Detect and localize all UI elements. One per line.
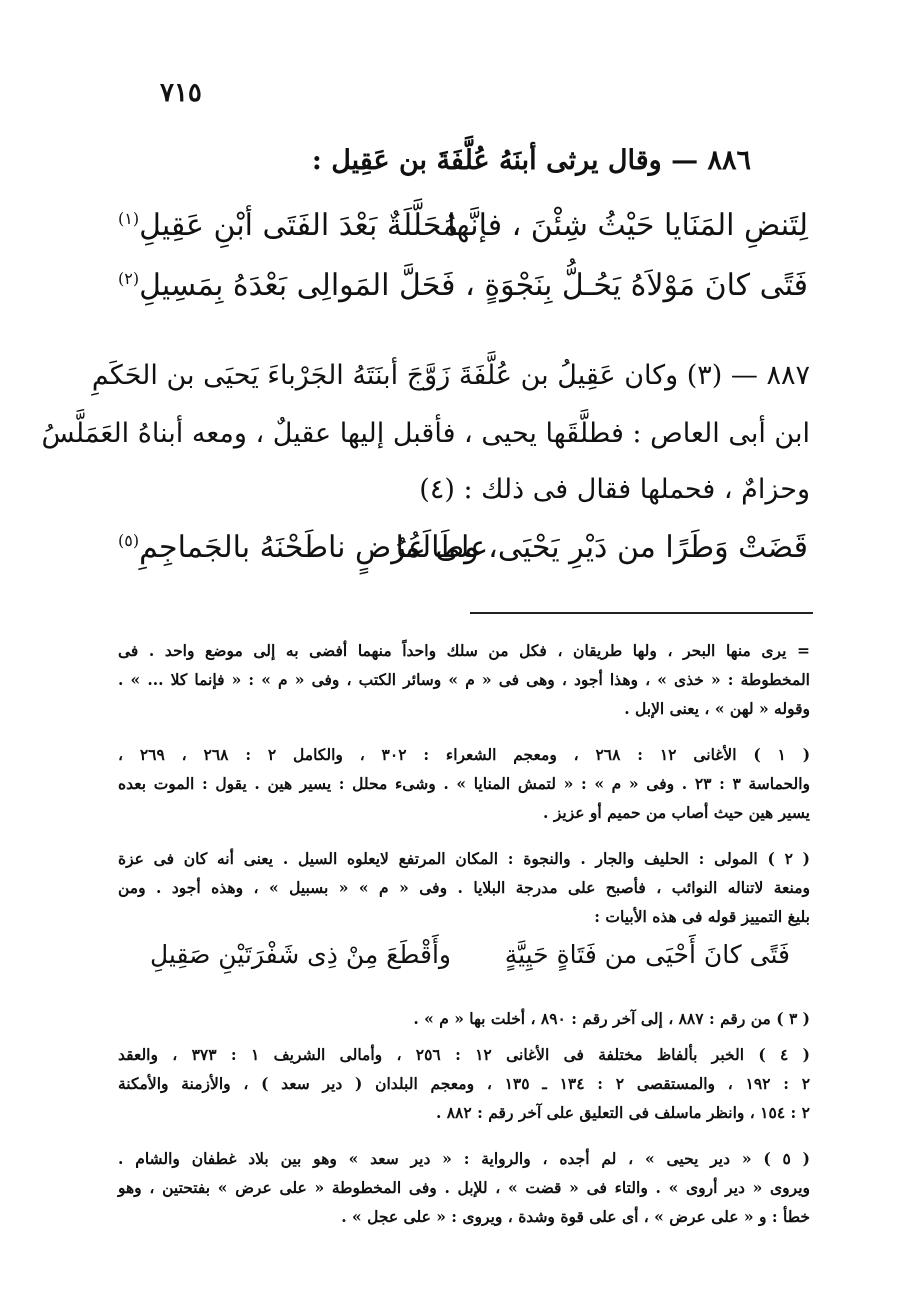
footnote-line: ومنعة لاتناله النوائب ، فأصبح على مدرجة البلايا . وفى « م » « بسبيل » ، وهذه أجود . ومن (118, 878, 810, 897)
footnote-line: ( ١ ) الأغانى ١٢ : ٢٦٨ ، ومعجم الشعراء : ٣٠٢ ، والكامل ٢ : ٢٦٨ ، ٢٦٩ ، (118, 745, 811, 764)
footnote-ref: (١) (118, 209, 140, 228)
verse-hemistich-right: فَتًى كانَ مَوْلاَهُ يَحُـلُّ بِنَجْوَةٍ ، (465, 268, 808, 303)
footnote-line: خطأ : و « على عرض » ، أى على قوة وشدة ، ويروى : « على عجل » . (341, 1207, 810, 1226)
entry-887-line-2: ابن أبى العاص : فطلَّقَها يحيى ، فأقبل إليها عقيلٌ ، ومعه أبناهُ العَمَلَّسُ (41, 418, 810, 449)
entry-887-line-1: ٨٨٧ — (٣) وكان عَقِيلُ بن عُلَّفَةَ زَوَّجَ أبنَتَهُ الجَرْباءَ يَحيَى بن الحَكَمِ (91, 360, 810, 391)
verse-887 (118, 530, 808, 574)
page-number: ٧١٥ (160, 78, 202, 108)
footnote-line: ٢ : ١٩٢ ، والمستقصى ٢ : ١٣٤ ـ ١٣٥ ، ومعجم البلدان ( دير سعد ) ، والأزمنة والأمكنة (118, 1074, 811, 1093)
verse-886-1 (118, 208, 808, 252)
footnote-line: وقوله « لهن » ، يعنى الإبل . (624, 699, 810, 718)
entry-886-heading: ٨٨٦ — وقال يرثى أبنَهُ عُلَّفَةَ بن عَقِيل : (311, 145, 751, 176)
footnote-2-verse (150, 940, 790, 980)
footnote-4 (118, 1040, 810, 1127)
verse-hemistich-right: فَتًى كانَ أَحْيَى من فَتَاةٍ حَيِيَّةٍ (504, 940, 790, 969)
verse-hemistich-left: مُحَلَّلَةٌ بَعْدَ الفَتَى أبْنِ عَقِيلِ$^{(١)}$ (118, 208, 459, 243)
footnote-ref: (٥) (118, 531, 140, 550)
verse-hemistich-right: لِتَنضِ المَنَايا حَيْثُ شِئْنَ ، فإنَّها (447, 208, 808, 243)
footnote-line: ( ٢ ) المولى : الحليف والجار . والنجوة : المكان المرتفع لايعلوه السيل . يعنى أنه كان فى عزة (118, 849, 810, 868)
footnote-line: يسير هين حيث أصاب من حميم أو عزيز . (543, 803, 810, 822)
footnote-line: المخطوطة : « خذى » ، وهذا أجود ، وهى فى « م » وسائر الكتب ، وفى « م » : « فإنما كلا ... » . (118, 670, 810, 689)
verse-hemistich-left: وأَقْطَعَ مِنْ ذِى شَفْرَتَيْنِ صَقِيلِ (150, 940, 451, 969)
footnote-5 (118, 1144, 810, 1231)
verse-hemistich-left: فَحَلَّ المَوالِى بَعْدَهُ بِمَسِيلِ$^{(٢)}$ (118, 268, 456, 303)
footnote-separator (470, 612, 813, 614)
footnote-line: بليغ التمييز قوله فى هذه الأبيات : (594, 907, 810, 926)
footnote-line: ويروى « دير أروى » . والتاء فى « قضت » ، للإبل . وفى المخطوطة « على عرض » بفتحتين ، وهو (118, 1178, 810, 1197)
verse-hemistich-right: قَضَتْ وَطَرًا من دَيْرِ يَحْيَى، وطَالَما (395, 530, 808, 565)
footnote-ref: (٢) (118, 269, 140, 288)
entry-887-line-3: وحزامٌ ، فحملها فقال فى ذلك : (٤) (419, 474, 810, 505)
footnote-continuation (118, 636, 810, 723)
footnote-line: ٢ : ١٥٤ ، وانظر ماسلف فى التعليق على آخر رقم : ٨٨٢ . (435, 1103, 810, 1122)
verse-hemistich-left: على عُرُضٍ ناطَحْنَهُ بالجَماجِمِ$^{(٥)}$ (118, 530, 489, 565)
footnote-3 (118, 1004, 810, 1033)
footnote-1 (118, 740, 810, 827)
footnote-line: = يرى منها البحر ، ولها طريقان ، فكل من سلك واحداً منهما أفضى به إلى موضع واحد . فى (118, 641, 810, 660)
footnote-line: والحماسة ٣ : ٢٣ . وفى « م » : « لتمش المنايا » . وشىء محلل : يسير هين . يقول : الموت بعده (118, 774, 811, 793)
footnote-line: ( ٥ ) « دير يحيى » ، لم أجده ، والرواية : « دير سعد » وهو بين بلاد غطفان والشام . (118, 1149, 810, 1168)
footnote-line: ( ٤ ) الخبر بألفاظ مختلفة فى الأغانى ١٢ : ٢٥٦ ، وأمالى الشريف ١ : ٣٧٣ ، والعقد (118, 1045, 811, 1064)
footnote-line: ( ٣ ) من رقم : ٨٨٧ ، إلى آخر رقم : ٨٩٠ ، أخلت بها « م » . (413, 1009, 810, 1028)
verse-886-2 (118, 268, 808, 312)
footnote-2 (118, 844, 810, 931)
